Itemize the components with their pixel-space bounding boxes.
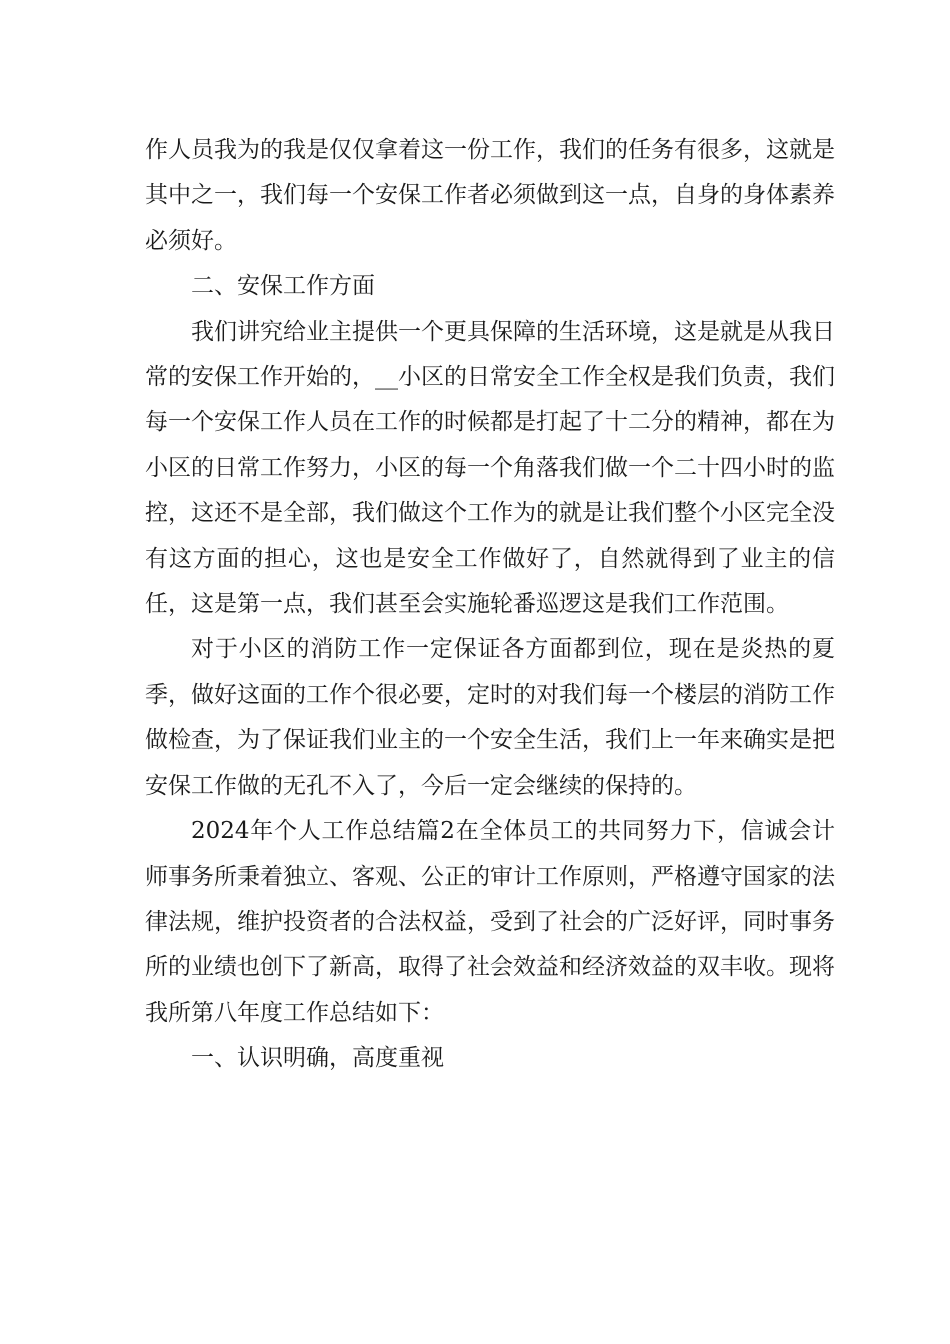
paragraph-fire-safety: 对于小区的消防工作一定保证各方面都到位，现在是炎热的夏季，做好这面的工作个很必要，定时的对我们每一个楼层的消防工作做检查，为了保证我们业主的一个安全生活，我们上一年来确实是把安保工作做的无孔不入了，今后一定会继续的保持的。 [145,636,835,799]
document-body [145,128,835,1082]
paragraph-continuation: 作人员我为的我是仅仅拿着这一份工作，我们的任务有很多，这就是其中之一，我们每一个安保工作者必须做到这一点，自身的身体素养必须好。 [145,137,835,254]
paragraph-security-work: 我们讲究给业主提供一个更具保障的生活环境，这是就是从我日常的安保工作开始的，__小区的日常安全工作全权是我们负责，我们每一个安保工作人员在工作的时候都是打起了十二分的精神，都在为小区的日常工作努力，小区的每一个角落我们做一个二十四小时的监控，这还不是全部，我们做这个工作为的就是让我们整个小区完全没有这方面的担心，这也是安全工作做好了，自然就得到了业主的信任，这是第一点，我们甚至会实施轮番巡逻这是我们工作范围。 [145,318,835,618]
paragraph-summary-intro: 2024年个人工作总结篇2在全体员工的共同努力下，信诚会计师事务所秉着独立、客观、公正的审计工作原则，严格遵守国家的法律法规，维护投资者的合法权益，受到了社会的广泛好评，同时事务所的业绩也创下了新高，取得了社会效益和经济效益的双丰收。现将我所第八年度工作总结如下： [145,818,835,1026]
section-heading-awareness: 一、认识明确，高度重视 [191,1045,444,1072]
section-heading-security-work: 二、安保工作方面 [191,273,375,300]
